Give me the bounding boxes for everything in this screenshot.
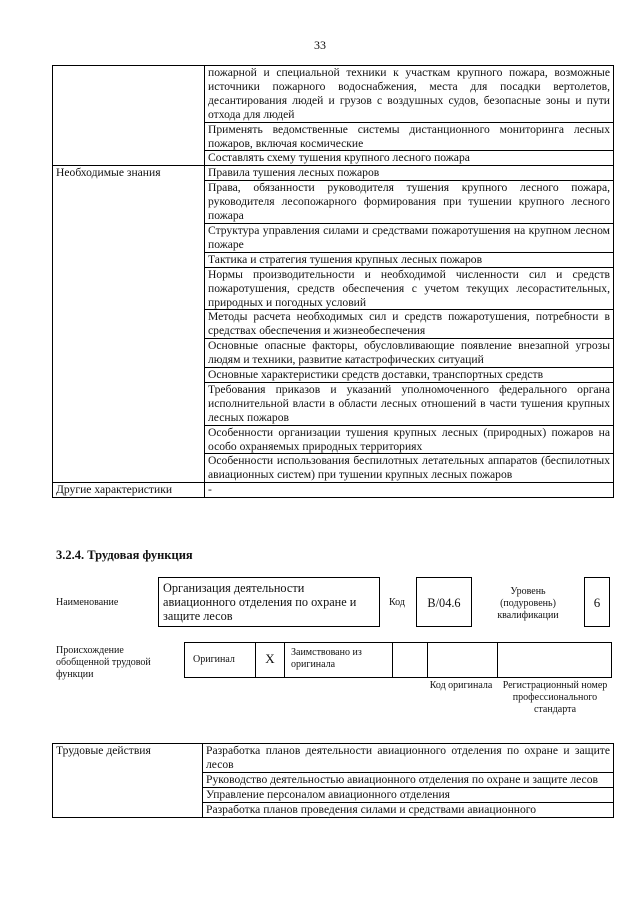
table-row: [53, 66, 614, 123]
level-value: 6: [593, 595, 601, 610]
row-text: Тактика и стратегия тушения крупных лесных пожаров: [205, 252, 614, 267]
reg-number-label: Регистрационный номер профессионального стандарта: [502, 680, 608, 715]
table-row: [53, 744, 614, 773]
code-value: B/04.6: [427, 596, 461, 610]
row-text: Правила тушения лесных пожаров: [205, 166, 614, 181]
name-label: Наименование: [56, 597, 119, 608]
row-text: Структура управления силами и средствами пожаротушения на крупном лесном пожаре: [205, 223, 614, 252]
row-text: пожарной и специальной техники к участкам крупного пожара, возможные источники пожарного водоснабжения, места для посадки вертолетов, десантирования людей и грузов с воздушных судов, безопасные зоны и пути отхода для людей: [205, 66, 614, 123]
origin-label: Происхождение обобщенной трудовой функции: [56, 645, 151, 680]
page-number: 33: [314, 38, 326, 52]
row-text: -: [205, 483, 614, 498]
row-label: Другие характеристики: [53, 483, 205, 498]
row-text: Требования приказов и указаний уполномоченного федерального органа исполнительной власти в области лесных отношений в части тушения крупных лесных пожаров: [205, 382, 614, 425]
row-text: Основные опасные факторы, обусловливающие появление внезапной угрозы людям и техники, развитие катастрофических ситуаций: [205, 339, 614, 368]
row-text: Управление персоналом авиационного отделения: [203, 787, 614, 802]
function-name-value: Организация деятельности авиационного отделения по охране и защите лесов: [163, 581, 357, 623]
row-text: Методы расчета необходимых сил и средств пожаротушения, потребности в средствах обеспечения и жизнеобеспечения: [205, 310, 614, 339]
level-label: Уровень (подуровень) квалификации: [497, 586, 559, 621]
origin-box: [184, 642, 612, 678]
level-box: [584, 577, 610, 627]
table-row: [53, 166, 614, 181]
row-label: [53, 66, 205, 166]
section-heading: 3.2.4. Трудовая функция: [56, 548, 193, 562]
row-text: Особенности использования беспилотных летательных аппаратов (беспилотных авиационных систем) при тушении крупных лесных пожаров: [205, 454, 614, 483]
skills-knowledge-table: [52, 65, 614, 498]
table-row: [53, 483, 614, 498]
code-label: Код: [389, 597, 405, 608]
row-text: Разработка планов проведения силами и средствами авиационного: [203, 802, 614, 817]
borrowed-label: Заимствовано из оригинала: [291, 647, 362, 670]
code-original-label: Код оригинала: [429, 680, 493, 691]
function-name-box: [158, 577, 380, 627]
row-label: Необходимые знания: [53, 166, 205, 483]
row-text: Руководство деятельностью авиационного отделения по охране и защите лесов: [203, 772, 614, 787]
row-text: Разработка планов деятельности авиационного отделения по охране и защите лесов: [203, 744, 614, 773]
code-box: [416, 577, 472, 627]
row-text: Составлять схему тушения крупного лесного пожара: [205, 151, 614, 166]
labor-actions-table: [52, 743, 614, 818]
row-text: Нормы производительности и необходимой численности сил и средств пожаротушения, средств обеспечения с учетом текущих лесорастительных, природных и погодных условий: [205, 267, 614, 310]
row-label: Трудовые действия: [53, 744, 203, 818]
row-text: Основные характеристики средств доставки, транспортных средств: [205, 368, 614, 383]
row-text: Права, обязанности руководителя тушения крупного лесного пожара, руководителя лесопожарного формирования при тушении крупного лесного пожара: [205, 181, 614, 224]
row-text: Применять ведомственные системы дистанционного мониторинга лесных пожаров, включая космические: [205, 122, 614, 151]
row-text: Особенности организации тушения крупных лесных (природных) пожаров на особо охраняемых природных территориях: [205, 425, 614, 454]
original-label: Оригинал: [193, 654, 235, 665]
original-mark: X: [265, 651, 275, 666]
